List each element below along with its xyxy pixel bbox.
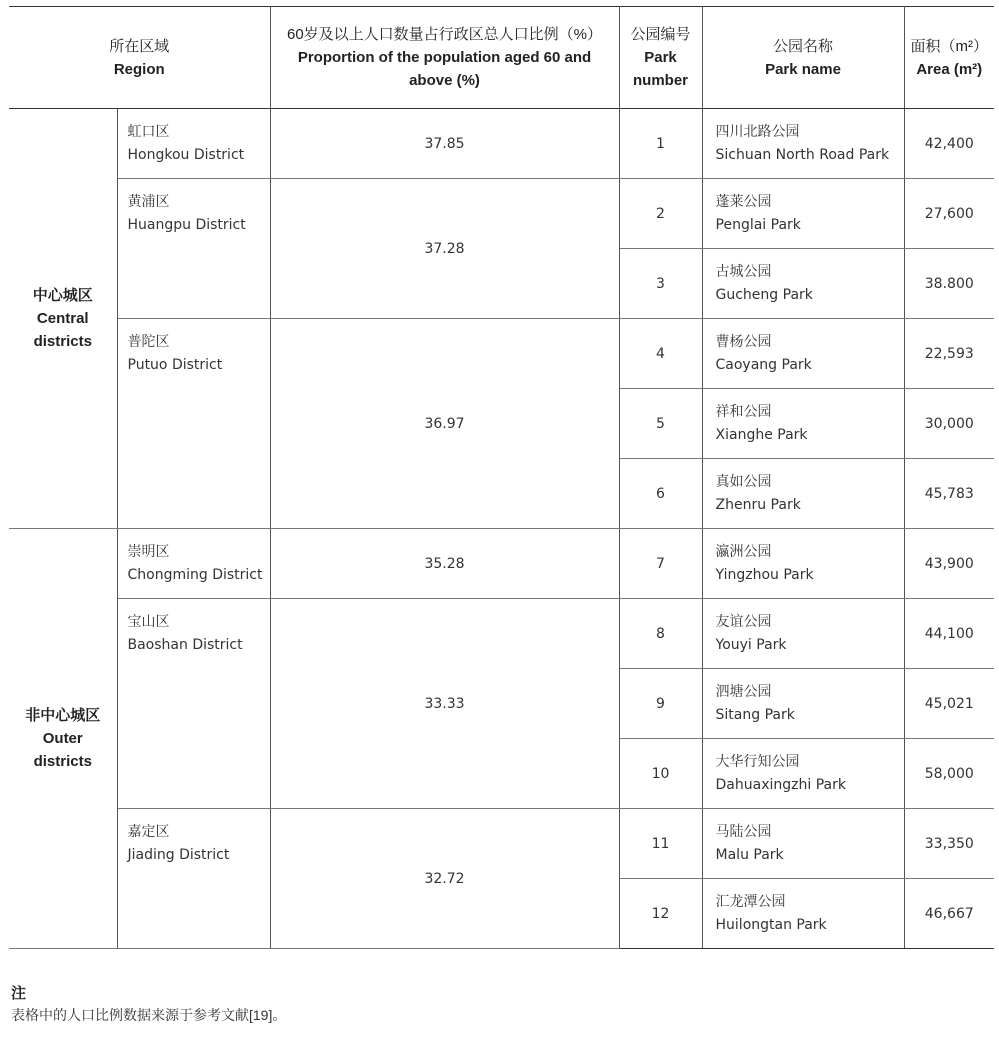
district-cell: [117, 809, 270, 949]
region-zh: 非中心城区: [25, 707, 101, 724]
header-region-en: Region: [113, 60, 165, 78]
region-en: Outer: [42, 730, 83, 747]
park-name: [702, 459, 904, 529]
header-proportion-en: Proportion of the population aged 60 and above (%): [297, 49, 592, 89]
park-area: 45,783: [904, 459, 994, 529]
park-area: 30,000: [904, 389, 994, 459]
park-name-zh: 汇龙潭公园: [715, 893, 786, 910]
district-en: Putuo District: [127, 357, 223, 373]
proportion-cell: 37.85: [270, 109, 619, 179]
proportion-cell: 32.72: [270, 809, 619, 949]
header-area-en: Area (m²): [916, 60, 983, 78]
table-row: [9, 809, 994, 879]
header-row: [9, 7, 994, 109]
park-name: [702, 319, 904, 389]
park-name-en: Sichuan North Road Park: [715, 146, 890, 163]
district-zh: 崇明区: [127, 544, 170, 560]
park-name-zh: 真如公园: [715, 473, 772, 490]
note-title: 注: [11, 985, 27, 1002]
district-cell: [117, 529, 270, 599]
table-row: [9, 179, 994, 249]
park-name: [702, 109, 904, 179]
header-park-number-en-2: number: [633, 72, 689, 89]
park-name-en: Yingzhou Park: [715, 566, 814, 583]
park-number: 11: [619, 809, 702, 879]
district-en: Baoshan District: [127, 637, 243, 653]
park-name-en: Penglai Park: [715, 216, 801, 233]
district-zh: 嘉定区: [127, 824, 170, 840]
park-area: 43,900: [904, 529, 994, 599]
header-park-number-zh: 公园编号: [630, 26, 691, 43]
district-cell: [117, 319, 270, 529]
proportion-cell: 37.28: [270, 179, 619, 319]
header-park-name-zh: 公园名称: [773, 37, 834, 55]
header-area-zh: 面积（m²）: [910, 37, 989, 55]
park-name-zh: 祥和公园: [715, 403, 772, 420]
header-area: [904, 7, 994, 109]
park-name-zh: 泗塘公园: [715, 683, 772, 700]
park-name: [702, 179, 904, 249]
park-name: [702, 599, 904, 669]
district-zh: 虹口区: [127, 124, 170, 140]
header-park-number: [619, 7, 702, 109]
district-en: Jiading District: [127, 847, 230, 863]
park-name-en: Xianghe Park: [715, 426, 808, 443]
park-name-en: Youyi Park: [715, 636, 787, 653]
district-en: Hongkou District: [127, 147, 245, 163]
region-en: districts: [33, 333, 92, 350]
park-name-zh: 大华行知公园: [715, 753, 800, 770]
district-zh: 普陀区: [127, 334, 170, 350]
park-area: 45,021: [904, 669, 994, 739]
district-zh: 黄浦区: [127, 194, 170, 210]
proportion-cell: 33.33: [270, 599, 619, 809]
region-central: [9, 109, 117, 529]
park-name-zh: 瀛洲公园: [715, 543, 772, 560]
park-number: 12: [619, 879, 702, 949]
park-name-en: Huilongtan Park: [715, 916, 827, 933]
park-area: 58,000: [904, 739, 994, 809]
district-cell: [117, 599, 270, 809]
park-number: 5: [619, 389, 702, 459]
region-zh: 中心城区: [32, 287, 93, 304]
header-proportion: [270, 7, 619, 109]
proportion-cell: 36.97: [270, 319, 619, 529]
park-number: 4: [619, 319, 702, 389]
park-name-en: Caoyang Park: [715, 356, 812, 373]
header-region-zh: 所在区域: [109, 37, 170, 55]
table-row: [9, 529, 994, 599]
region-en: Central: [36, 310, 89, 327]
table-row: [9, 109, 994, 179]
park-number: 8: [619, 599, 702, 669]
park-table: [9, 6, 994, 949]
park-number: 6: [619, 459, 702, 529]
park-area: 44,100: [904, 599, 994, 669]
note-text: 表格中的人口比例数据来源于参考文献[19]。: [11, 1007, 287, 1023]
park-name-en: Dahuaxingzhi Park: [715, 776, 846, 793]
park-name-zh: 马陆公园: [715, 823, 772, 840]
park-name-zh: 四川北路公园: [715, 123, 800, 140]
region-en: districts: [33, 753, 92, 770]
header-proportion-zh: 60岁及以上人口数量占行政区总人口比例（%）: [287, 26, 603, 43]
park-name-zh: 古城公园: [715, 263, 772, 280]
park-area: 42,400: [904, 109, 994, 179]
park-area: 27,600: [904, 179, 994, 249]
district-cell: [117, 109, 270, 179]
park-name-en: Sitang Park: [715, 706, 795, 723]
park-name: [702, 739, 904, 809]
district-en: Huangpu District: [127, 217, 246, 233]
district-zh: 宝山区: [127, 614, 170, 630]
park-name-zh: 友谊公园: [715, 613, 772, 630]
park-name-zh: 曹杨公园: [715, 333, 772, 350]
header-park-number-en-1: Park: [644, 49, 677, 66]
park-number: 2: [619, 179, 702, 249]
park-name: [702, 249, 904, 319]
park-name: [702, 529, 904, 599]
park-number: 3: [619, 249, 702, 319]
park-number: 1: [619, 109, 702, 179]
park-name-en: Zhenru Park: [715, 496, 801, 513]
park-area: 46,667: [904, 879, 994, 949]
district-cell: [117, 179, 270, 319]
park-name: [702, 809, 904, 879]
park-number: 7: [619, 529, 702, 599]
park-name: [702, 879, 904, 949]
header-park-name-en: Park name: [765, 60, 841, 78]
district-en: Chongming District: [127, 567, 263, 583]
header-park-name: [702, 7, 904, 109]
park-area: 22,593: [904, 319, 994, 389]
park-name: [702, 669, 904, 739]
table-row: [9, 599, 994, 669]
park-name: [702, 389, 904, 459]
header-region: [9, 7, 270, 109]
park-number: 9: [619, 669, 702, 739]
park-area: 38.800: [904, 249, 994, 319]
region-outer: [9, 529, 117, 949]
table-row: [9, 319, 994, 389]
park-name-zh: 蓬莱公园: [715, 193, 772, 210]
park-name-en: Gucheng Park: [715, 286, 813, 303]
park-name-en: Malu Park: [715, 846, 784, 863]
proportion-cell: 35.28: [270, 529, 619, 599]
park-number: 10: [619, 739, 702, 809]
park-area: 33,350: [904, 809, 994, 879]
